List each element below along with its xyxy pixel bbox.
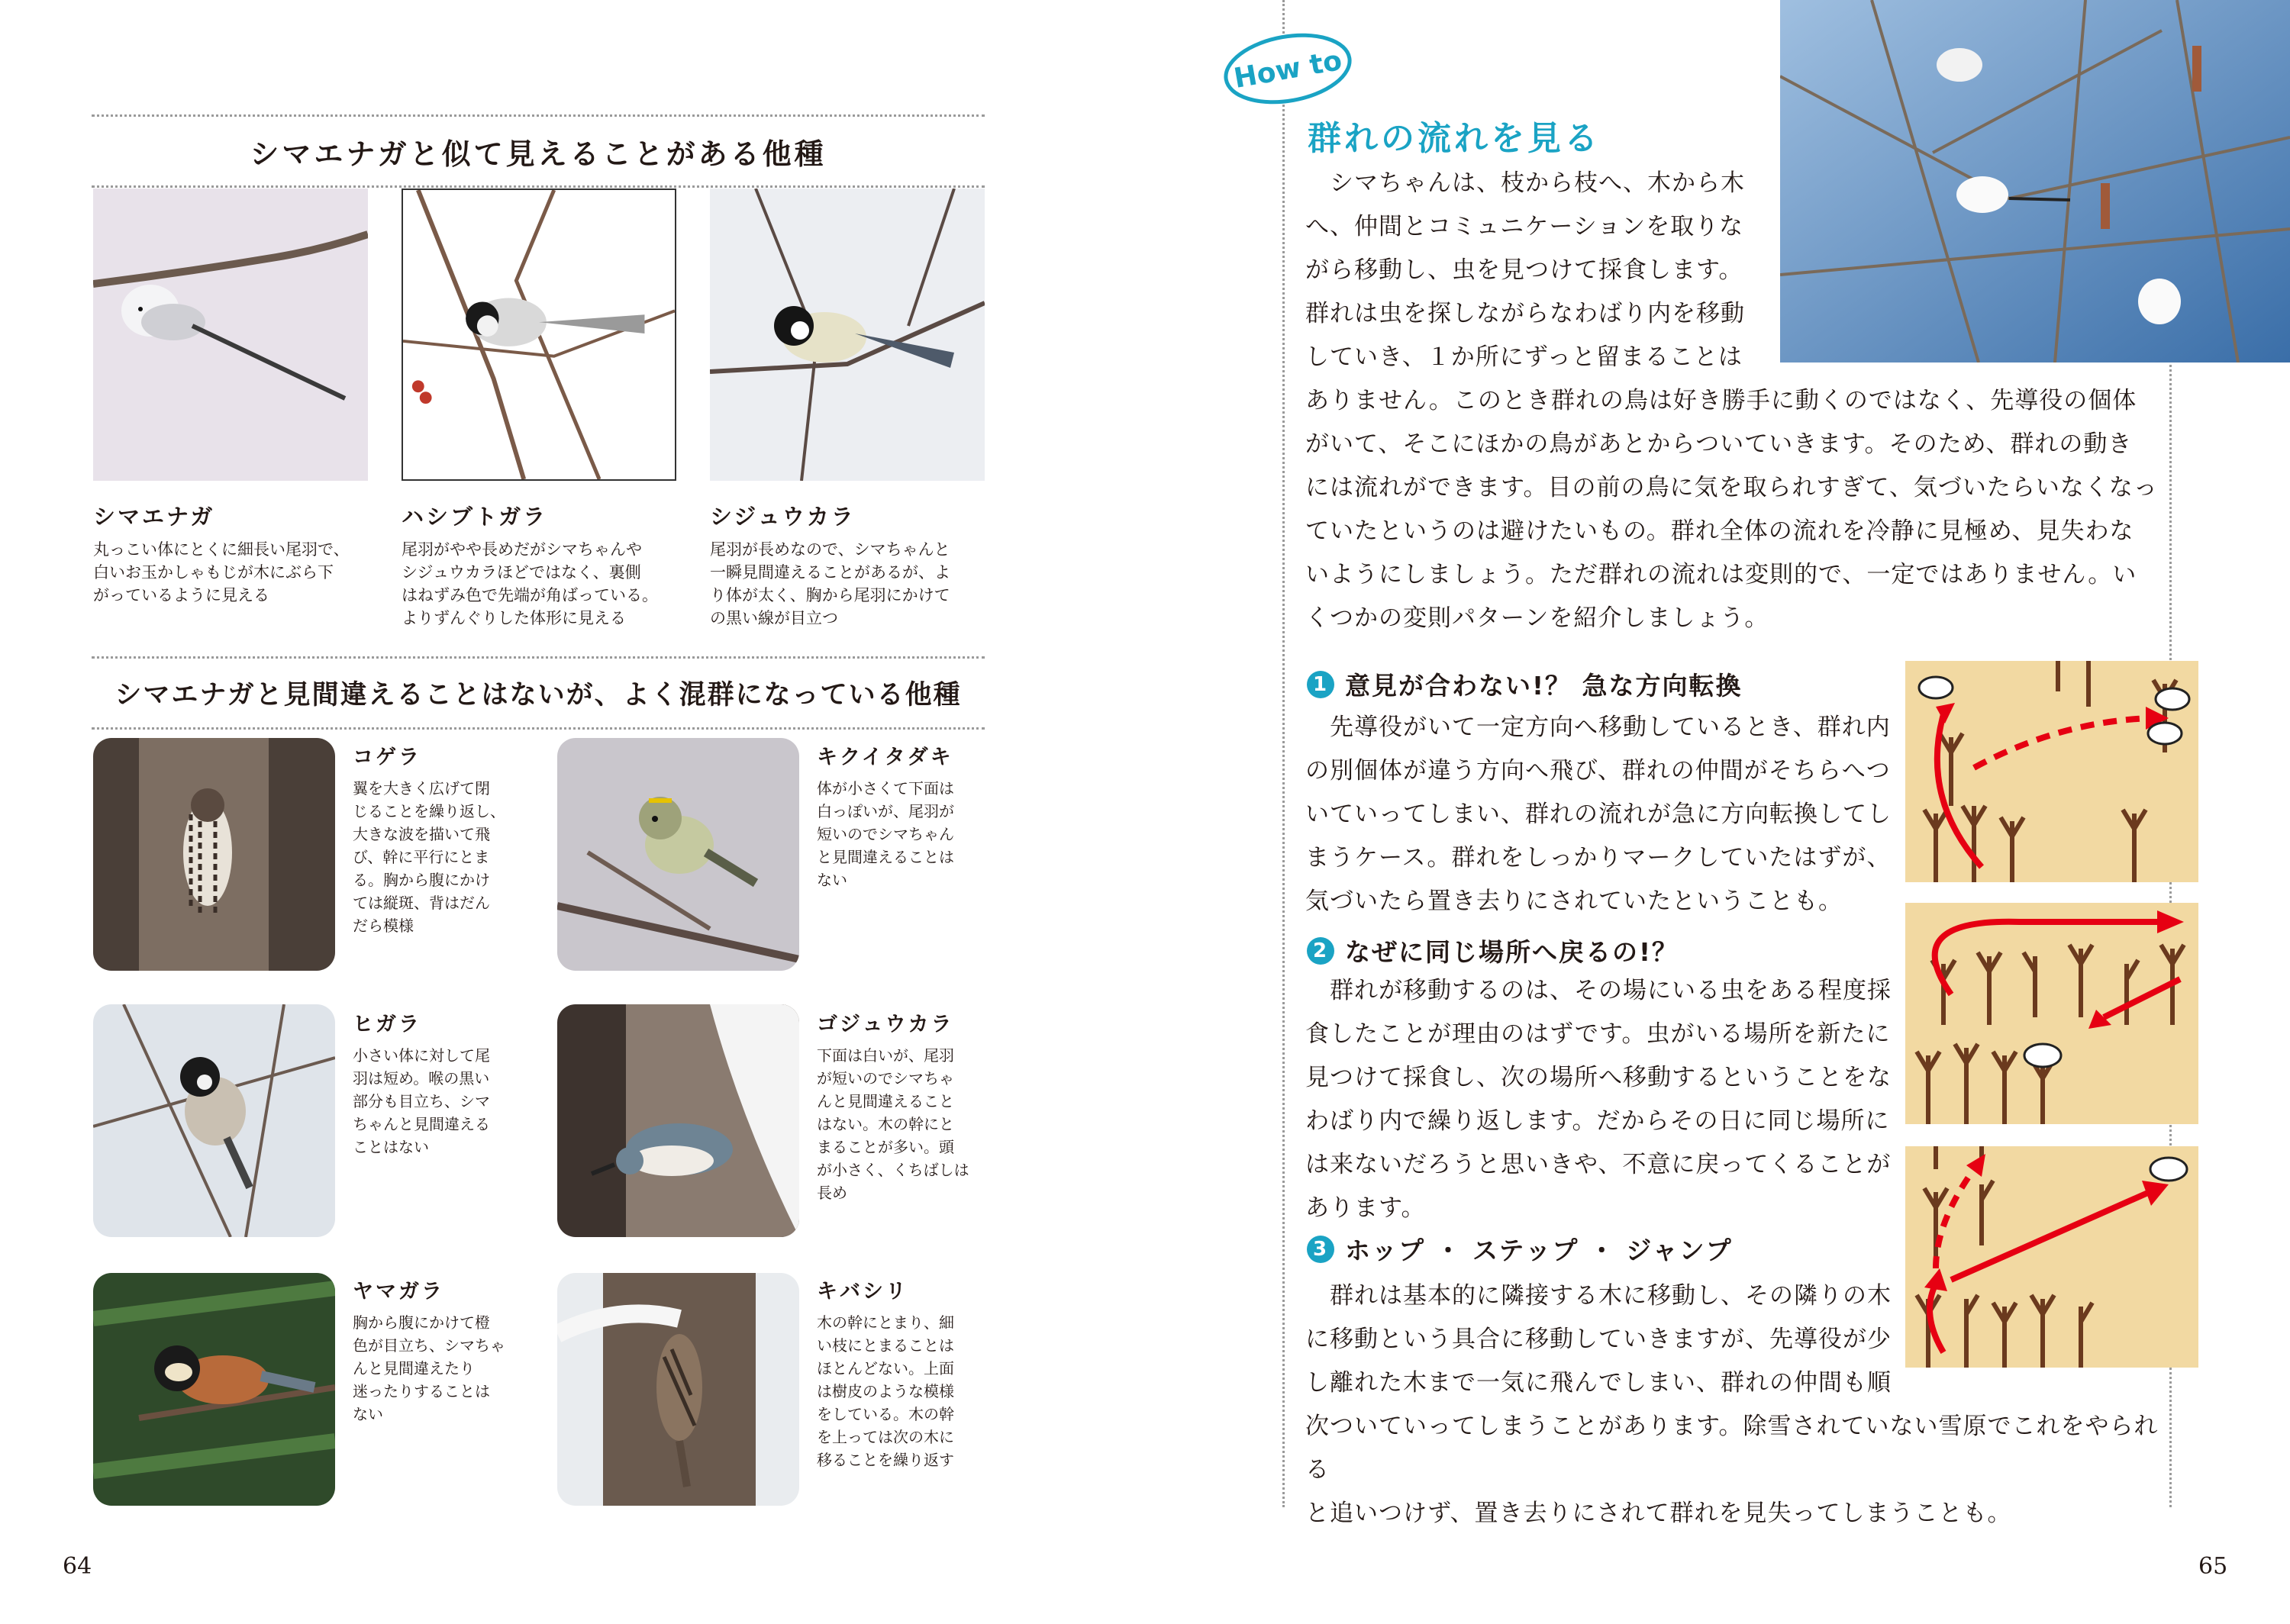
page-number: 64: [63, 1553, 92, 1580]
pattern-number: 2: [1307, 937, 1334, 965]
species-desc: 下面は白いが、尾羽 が短いのでシマちゃ んと見間違えること はない。木の幹にと まることが多い。頭 が小さく、くちばしは 長め: [817, 1046, 969, 1202]
section-title-similar: シマエナガと似て見えることがある他種: [92, 114, 985, 188]
pattern-number: 3: [1307, 1236, 1334, 1263]
photo-hashibutogara: [402, 188, 676, 481]
species-desc: 胸から腹にかけて橙 色が目立ち、シマちゃ んと見間違えたり 迷ったりすることは ない: [353, 1313, 505, 1423]
page-title: 群れの流れを見る: [1308, 119, 1601, 158]
intro-text-narrow: シマちゃんは、枝から枝へ、木から木 へ、仲間とコミュニケーションを取りな がら移動し、虫を見つけて採食します。 群れは虫を探しながらなわばり内を移動 していき、１か所にずっと留まることは: [1305, 169, 1745, 371]
pattern-heading-1: 1 意見が合わない!？ 急な方向転換: [1307, 666, 1743, 702]
species-name: コゲラ: [353, 746, 421, 769]
photo-kikuitadaki: [557, 738, 799, 971]
species-name: ヒガラ: [353, 1013, 421, 1036]
section-title-mixed-flock: シマエナガと見間違えることはないが、よく混群になっている他種: [92, 656, 985, 730]
species-name: キクイタダキ: [817, 746, 953, 769]
pattern-text-1: 先導役がいて一定方向へ移動しているとき、群れ内 の別個体が違う方向へ飛び、群れの仲間がそちらへつ いていってしまい、群れの流れが急に方向転換してし まうケース。群れをしっかりマークしていたはずが、 気づいたら置き去りにされていたということも。: [1305, 714, 1892, 915]
species-name: ヤマガラ: [353, 1280, 444, 1303]
species-name: ゴジュウカラ: [817, 1013, 954, 1036]
species-desc: 小さい体に対して尾 羽は短め。喉の黒い 部分も目立ち、シマ ちゃんと見間違える ことはない: [353, 1046, 490, 1156]
pattern-text-2: 群れが移動するのは、その場にいる虫をある程度採 食したことが理由のはずです。虫がいる場所を新たに 見つけて採食し、次の場所へ移動するということをな わばり内で繰り返します。だからその日に同じ場所に は来ないだろうと思いきや、不意に戻ってくることが あります。: [1305, 977, 1892, 1222]
pattern-number: 1: [1307, 671, 1334, 698]
intro-text-wide: ありません。このとき群れの鳥は好き勝手に動くのではなく、先導役の個体 がいて、そこにほかの鳥があとからついていきます。そのため、群れの動き には流れができます。目の前の鳥に気を取られすぎて、気づいたらいなくなっ ていたというのは避けたいもの。群れ全体の流れを冷静に見極め、見失わな いようにしましょう。ただ群れの流れは変則的で、一定ではありません。い くつかの変則パターンを紹介しましょう。: [1305, 387, 2158, 632]
left-margin-rule: [1282, 0, 1285, 1507]
pattern-heading-3: 3 ホップ ・ ステップ ・ ジャンプ: [1307, 1231, 1733, 1267]
pattern-text-3b: 次ついていってしまうことがあります。除雪されていない雪原でこれをやられる と追いつけず、置き去りにされて群れを見失ってしまうことも。: [1305, 1413, 2159, 1527]
photo-shimaenaga: [93, 188, 368, 481]
photo-yamagara: [93, 1273, 335, 1506]
photo-higara: [93, 1004, 335, 1237]
species-name: シジュウカラ: [710, 504, 856, 530]
diagram-direction-change: [1905, 661, 2198, 882]
pattern-text-3a: 群れは基本的に隣接する木に移動し、その隣りの木 に移動という具合に移動していきますが、先導役が少 し離れた木まで一気に飛んでしまい、群れの仲間も順: [1305, 1282, 1892, 1397]
species-desc: 木の幹にとまり、細 い枝にとまることは ほとんどない。上面 は樹皮のような模様 をしている。木の幹 を上っては次の木に 移ることを繰り返す: [817, 1313, 954, 1469]
species-desc: 尾羽が長めなので、シマちゃんと 一瞬見間違えることがあるが、よ り体が太く、胸から尾羽にかけて の黒い線が目立つ: [710, 540, 950, 627]
photo-shijukara: [710, 188, 985, 481]
photo-flock-branches: [1780, 0, 2290, 362]
page-number: 65: [2198, 1553, 2228, 1580]
diagram-hop-step-jump: [1905, 1146, 2198, 1368]
how-to-badge: [1220, 31, 1356, 107]
pattern-heading-2: 2 なぜに同じ場所へ戻るの!？: [1307, 933, 1679, 968]
species-name: シマエナガ: [93, 504, 215, 530]
species-name: キバシリ: [817, 1280, 908, 1303]
photo-kibashiri: [557, 1273, 799, 1506]
diagram-return-same-place: [1905, 903, 2198, 1124]
species-desc: 体が小さくて下面は 白っぽいが、尾羽が 短いのでシマちゃん と見間違えることは ない: [817, 779, 954, 889]
svg-text:How to: How to: [1231, 44, 1345, 95]
species-desc: 翼を大きく広げて閉 じることを繰り返し、 大きな波を描いて飛 び、幹に平行にとま る。胸から腹にかけ ては縦斑、背はだん だら模様: [353, 779, 505, 935]
photo-kogera: [93, 738, 335, 971]
species-desc: 丸っこい体にとくに細長い尾羽で、 白いお玉かしゃもじが木にぶら下 がっているように見える: [93, 540, 350, 604]
species-name: ハシブトガラ: [402, 504, 548, 530]
photo-gojukara: [557, 1004, 799, 1237]
species-desc: 尾羽がやや長めだがシマちゃんや シジュウカラほどではなく、裏側 はねずみ色で先端が角ばっている。 よりずんぐりした体形に見える: [402, 540, 658, 627]
